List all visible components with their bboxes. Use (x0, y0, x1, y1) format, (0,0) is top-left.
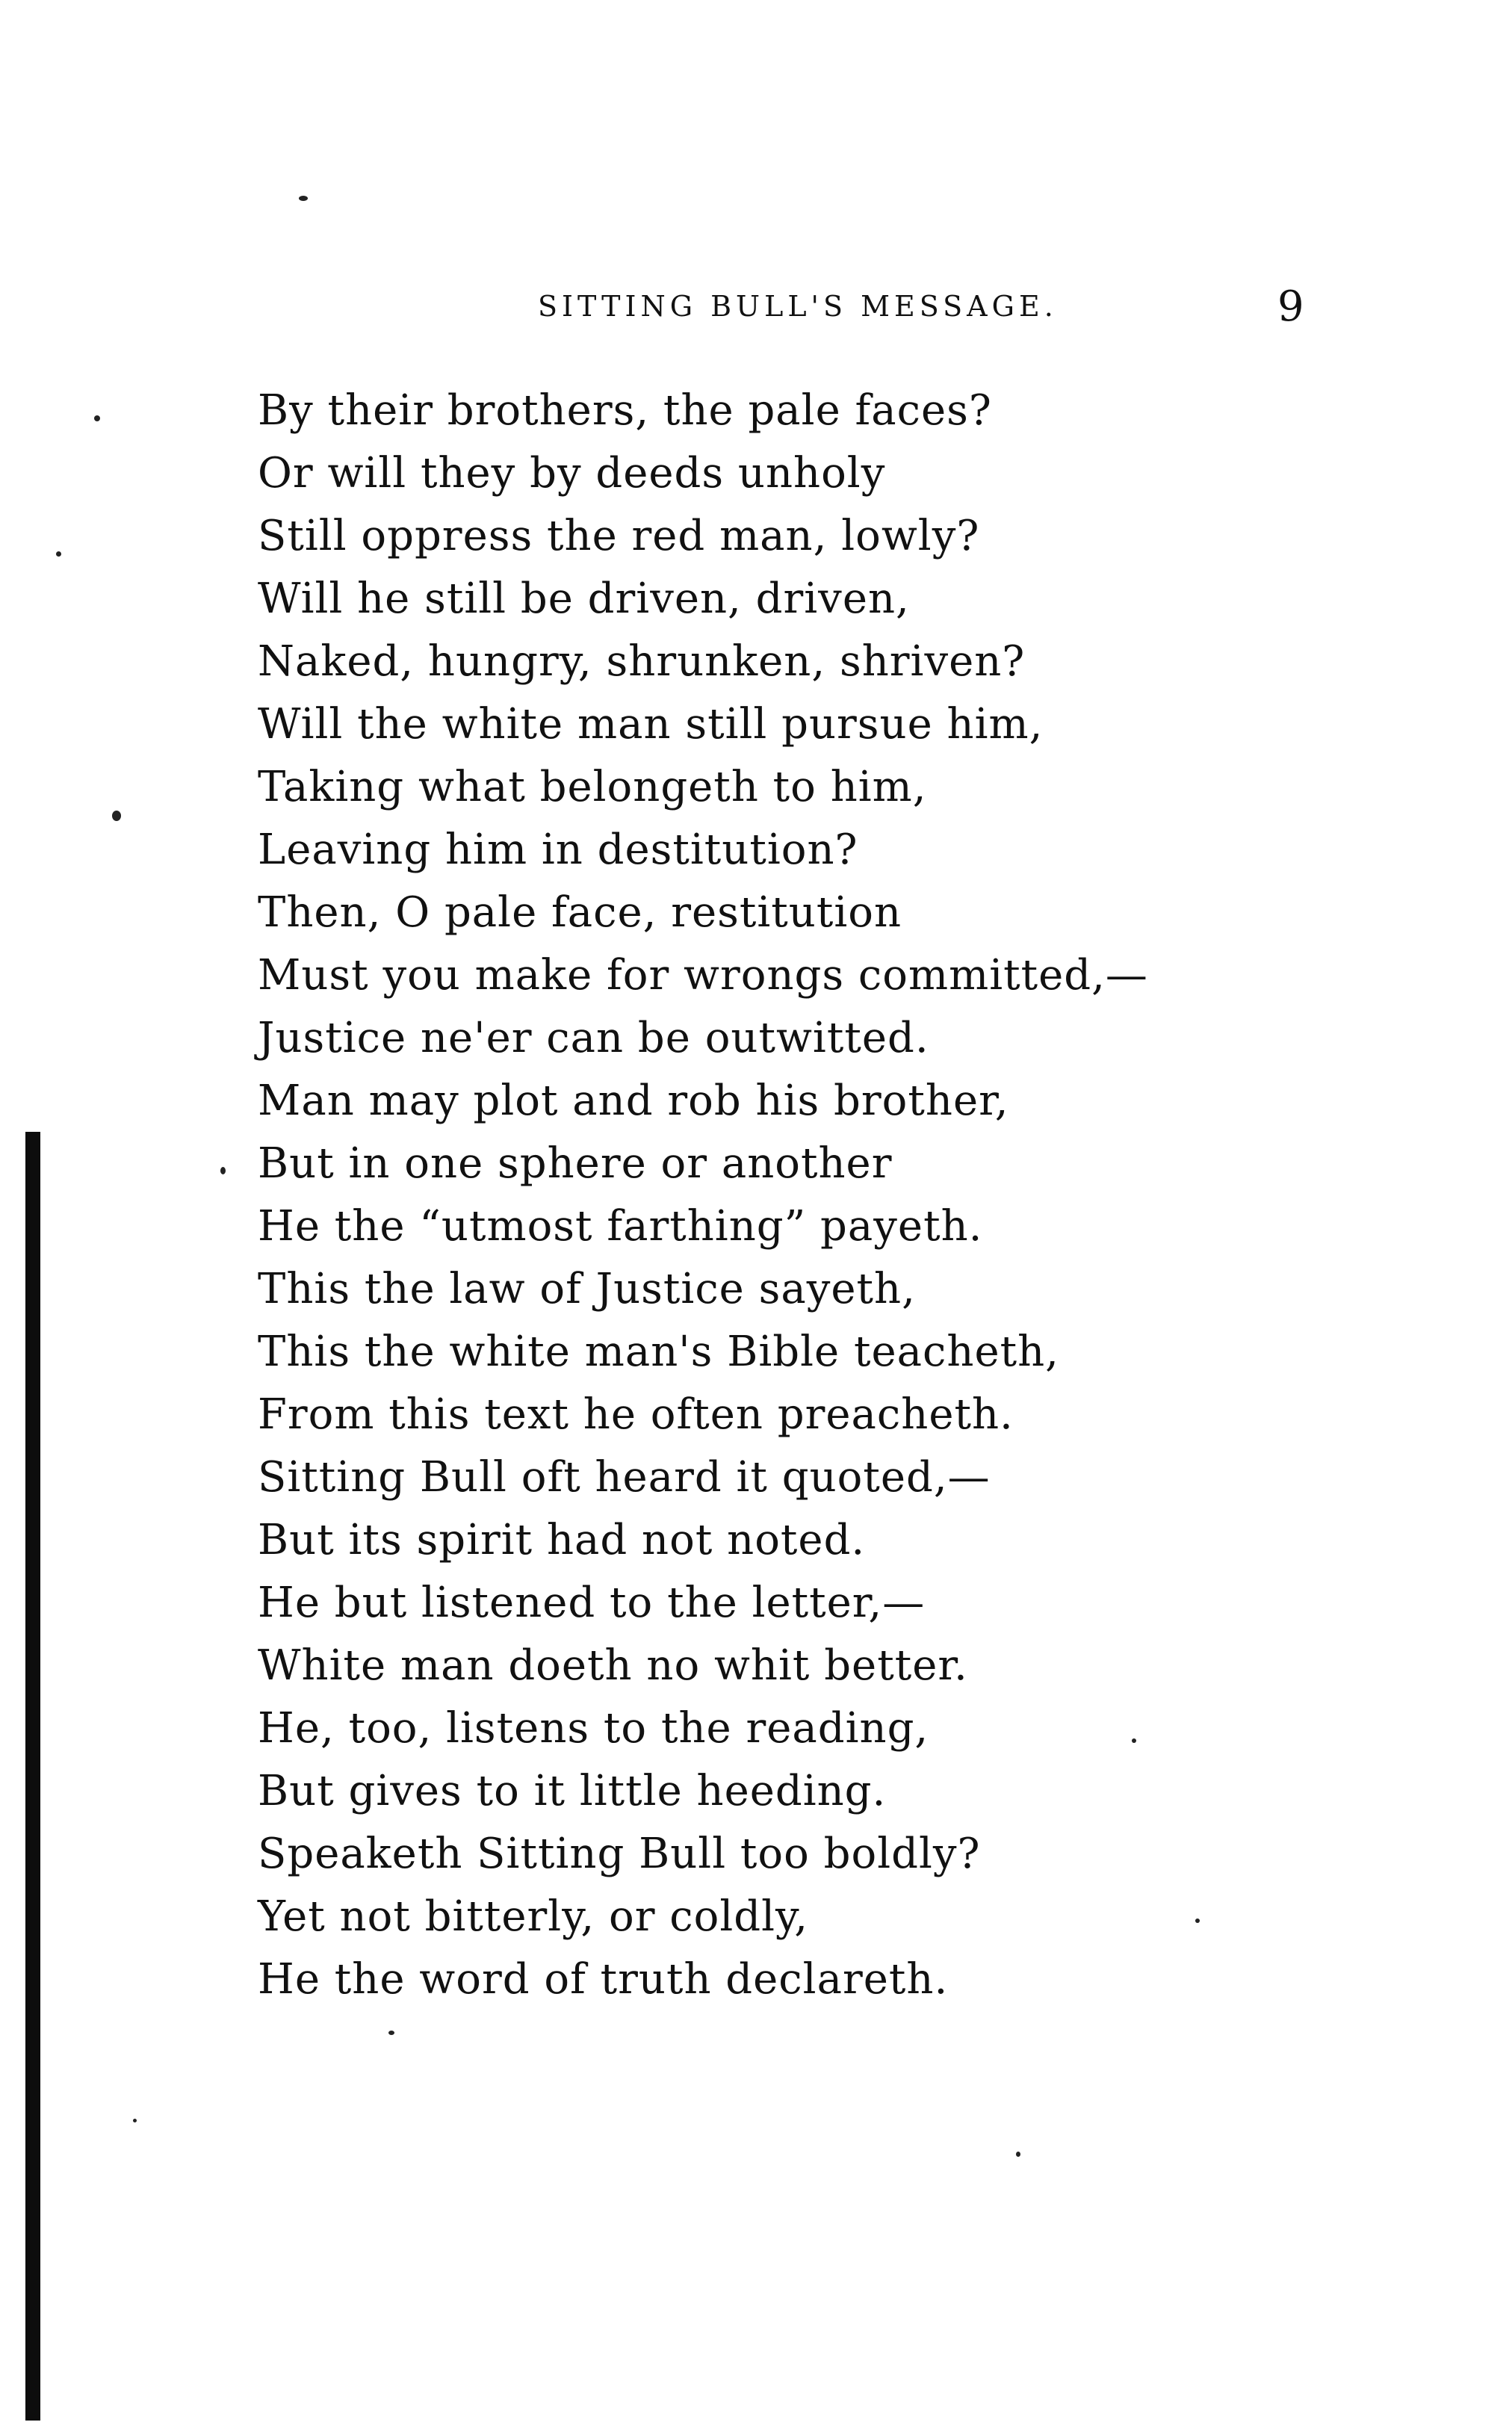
poem-line: By their brothers, the pale faces? (258, 386, 992, 435)
poem-line: Naked, hungry, shrunken, shriven? (258, 637, 1026, 686)
poem-line: Leaving him in destitution? (258, 826, 858, 874)
running-head: SITTING BULL'S MESSAGE. (538, 290, 1058, 323)
poem-line: He the “utmost farthing” payeth. (258, 1202, 983, 1251)
poem-line: Man may plot and rob his brother, (258, 1077, 1009, 1125)
poem-line: He, too, listens to the reading, (258, 1704, 929, 1753)
poem-line: Will the white man still pursue him, (258, 700, 1044, 749)
poem-line: Sitting Bull oft heard it quoted,— (258, 1453, 991, 1502)
poem-line: Justice ne'er can be outwitted. (258, 1014, 929, 1062)
poem-line: Still oppress the red man, lowly? (258, 512, 980, 560)
poem-line: Then, O pale face, restitution (258, 888, 902, 937)
scan-speck (94, 415, 100, 421)
scan-speck (112, 811, 121, 821)
poem-stanza (258, 380, 1148, 2011)
poem-line: This the white man's Bible teacheth, (258, 1328, 1059, 1376)
scan-speck (133, 2119, 137, 2122)
poem-line: But its spirit had not noted. (258, 1516, 866, 1564)
scan-speck (388, 2031, 394, 2035)
scan-speck (56, 551, 61, 557)
poem-line: Taking what belongeth to him, (258, 763, 927, 811)
scan-speck (1132, 1738, 1136, 1743)
page-number: 9 (1277, 282, 1304, 331)
poem-line: Or will they by deeds unholy (258, 449, 886, 498)
poem-line: Will he still be driven, driven, (258, 575, 910, 623)
poem-line: But gives to it little heeding. (258, 1767, 887, 1815)
poem-line: But in one sphere or another (258, 1139, 893, 1188)
poem-line: He the word of truth declareth. (258, 1955, 949, 2004)
binding-edge-shadow (25, 1132, 40, 2421)
poem-line: Speaketh Sitting Bull too boldly? (258, 1830, 981, 1878)
scan-speck (1016, 2152, 1020, 2157)
poem-line: Yet not bitterly, or coldly, (258, 1892, 809, 1941)
poem-line: This the law of Justice sayeth, (258, 1265, 916, 1313)
poem-line: He but listened to the letter,— (258, 1579, 926, 1627)
scan-speck (220, 1167, 226, 1174)
poem-line: Must you make for wrongs committed,— (258, 951, 1148, 1000)
poem-line: From this text he often preacheth. (258, 1390, 1014, 1439)
scan-speck (1195, 1918, 1200, 1923)
poem-line: White man doeth no whit better. (258, 1641, 968, 1690)
scan-speck (299, 196, 308, 201)
